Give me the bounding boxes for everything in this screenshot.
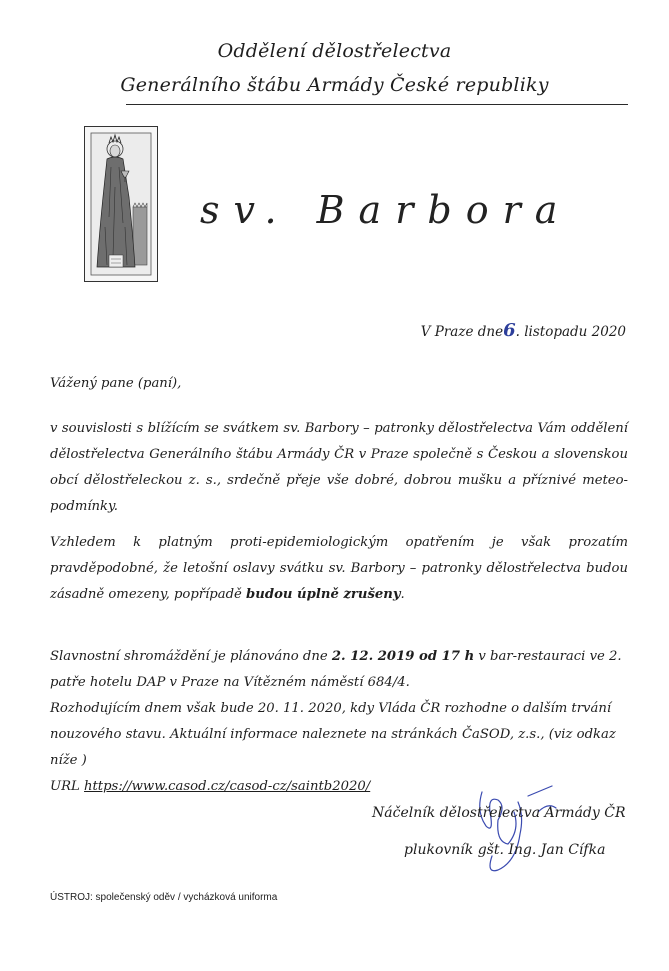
restrictions-text: Vzhledem k platným proti-epidemiologickým opatřením je však prozatím pravděpodobné, že letošní oslavy svátku sv. Barbory – patronky dělostřelectva budou zásadně omezeny, popřípadě	[50, 535, 628, 602]
date-day-handwritten: 6	[503, 320, 516, 341]
restrictions-bold: budou úplně zrušeny	[246, 587, 401, 602]
url-label: URL	[50, 779, 80, 794]
date-suffix: . listopadu 2020	[515, 324, 626, 340]
greeting: Vážený pane (paní),	[50, 376, 182, 391]
header-department: Oddělení dělostřelectva	[217, 40, 452, 62]
event-date-bold: 2. 12. 2019 od 17 h	[331, 649, 475, 664]
event-info	[50, 644, 628, 696]
restrictions-end: .	[400, 587, 405, 602]
paragraph-restrictions	[50, 530, 628, 608]
event-text-a: Slavnostní shromáždění je plánováno dne	[50, 649, 332, 664]
decision-info: Rozhodujícím dnem však bude 20. 11. 2020, kdy Vláda ČR rozhodne o dalším trvání nouzového stavu. Aktuální informace naleznete na stránkách ČaSOD, z.s., (viz odkaz níže )	[50, 701, 616, 768]
header-general-staff: Generálního štábu Armády České republiky	[120, 74, 549, 96]
dress-code: ÚSTROJ: společenský oděv / vycházková uniforma	[50, 892, 278, 903]
saint-barbara-image	[84, 126, 158, 282]
document-title: sv. Barbora	[200, 188, 572, 232]
signatory-name: plukovník gšt. Ing. Jan Cífka	[404, 842, 606, 858]
header-divider	[126, 104, 628, 105]
handwritten-signature	[468, 772, 568, 882]
paragraph-wishes: v souvislosti s blížícím se svátkem sv. Barbory – patronky dělostřelectva Vám oddělení dělostřelectva Generálního štábu Armády ČR v Praze společně s Českou a slovenskou obcí dělostřeleckou z. s., srdečně přeje vše dobré, dobrou mušku a příznivé meteo-podmínky.	[50, 421, 628, 514]
date-prefix: V Praze dne	[420, 324, 504, 340]
date-line	[421, 320, 626, 341]
signatory-title: Náčelník dělostřelectva Armády ČR	[372, 805, 626, 821]
url-link[interactable]: https://www.casod.cz/casod-cz/saintb2020/	[84, 779, 371, 794]
event-text-b: v bar-restauraci ve 2. patře hotelu DAP v Praze na Vítězném náměstí 684/4.	[50, 649, 622, 690]
